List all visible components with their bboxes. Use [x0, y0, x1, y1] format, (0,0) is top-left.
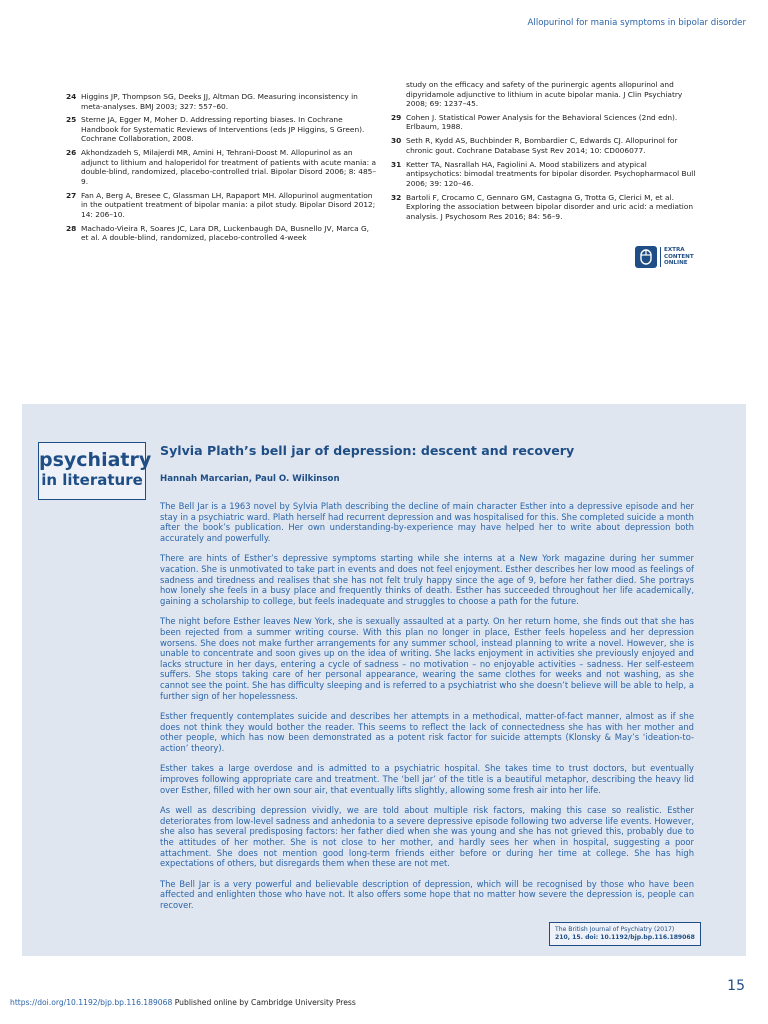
psychiatry-in-literature-label: [38, 442, 152, 500]
article-paragraph: The night before Esther leaves New York, she is sexually assaulted at a party. On her return home, she finds out that she has been rejected from a summer writing course. With this plan no longer in place, Esther feels hopeless and her depression worsens. She does not make further arrangements for any summer school, instead planning to write a novel. However, she is unable to concentrate and soon gives up on the idea of writing. She lacks enjoyment in activities she previously enjoyed and lacks structure in her days, entering a cycle of sadness – no motivation – no enjoyable activities – sadness. Her self-esteem suffers. She stops taking care of her personal appearance, wearing the same clothes for weeks and not washing, as she cannot see the point. She has difficulty sleeping and is referred to a psychiatrist who she doesn’t believe will be able to help, a further sign of her hopelessness.: [160, 616, 694, 701]
page-number: 15: [727, 978, 745, 994]
reference-item: [66, 148, 378, 186]
reference-text: Fan A, Berg A, Bresee C, Glassman LH, Rapaport MH. Allopurinol augmentation in the outpatient treatment of bipolar mania: a pilot study. Bipolar Disord 2012; 14: 206–10.: [81, 190, 376, 219]
reference-item: [391, 113, 703, 132]
citation-box: [549, 922, 701, 946]
reference-text: Higgins JP, Thompson SG, Deeks JJ, Altman DG. Measuring inconsistency in meta-analyses. BMJ 2003; 327: 557–60.: [81, 92, 358, 111]
footer: [10, 998, 356, 1007]
reference-text: Sterne JA, Egger M, Moher D. Addressing reporting biases. In Cochrane Handbook for Systematic Reviews of Interventions (eds JP Higgins, S Green). Cochrane Collaboration, 2008.: [81, 115, 365, 144]
reference-item: [66, 92, 378, 111]
extra-content-label: [660, 247, 694, 266]
reference-text: Machado-Vieira R, Soares JC, Lara DR, Luckenbaugh DA, Busnello JV, Marca G, et al. A double-blind, randomized, placebo-controlled 4-week: [81, 223, 370, 243]
extra-content-line: EXTRA: [664, 247, 685, 254]
article-body: [160, 501, 694, 921]
article-paragraph: The Bell Jar is a very powerful and believable description of depression, which will be recognised by those who have been affected and enlighten those who have not. It also offers some hope that no matter how severe the depression is, people can recover.: [160, 878, 694, 910]
section-label-line1: psychiatry: [39, 449, 152, 471]
reference-number: 28: [66, 223, 77, 233]
reference-number: 29: [391, 112, 402, 122]
references-right-column: [391, 80, 703, 225]
reference-number: 30: [391, 136, 402, 146]
article-paragraph: There are hints of Esther’s depressive symptoms starting while she interns at a New York magazine during her summer vacation. She is unmotivated to take part in events and does not feel enjoyment. Esther describes her low mood as feelings of sadness and tiredness and realises that she has not felt truly happy since the age of 9, before her father died. She portrays how lonely she feels in a busy place and frequently thinks of death. Esther has succeeded throughout her life academically, gaining a scholarship to college, but feels inadequate and struggles to choose a path for the future.: [160, 553, 694, 606]
citation-doi: 210, 15. doi: 10.1192/bjp.bp.116.189068: [555, 934, 695, 941]
article-paragraph: The Bell Jar is a 1963 novel by Sylvia Plath describing the decline of main character Esther into a depressive episode and her stay in a psychiatric ward. Plath herself had recurrent depression and was hospitalised for this. She completed suicide a month after the book’s publication. Her own understanding-by-experience may have helped her to write about depression both accurately and powerfully.: [160, 501, 694, 543]
extra-content-online-badge[interactable]: [635, 245, 700, 269]
reference-continuation: [391, 80, 703, 109]
extra-content-line: ONLINE: [664, 260, 688, 267]
reference-text: Cohen J. Statistical Power Analysis for the Behavioral Sciences (2nd edn). Erlbaum, 1988.: [406, 112, 678, 132]
footer-doi-link[interactable]: https://doi.org/10.1192/bjp.bp.116.189068: [10, 998, 173, 1007]
reference-item: [66, 224, 378, 243]
reference-item: [391, 193, 703, 222]
article-paragraph: Esther frequently contemplates suicide and describes her attempts in a methodical, matter-of-fact manner, almost as if she does not think they would bother the reader. This seems to reflect the lack of connectedness she has with her mother and other people, which has now been demonstrated as a potent risk factor for suicide attempts (Klonsky & May’s ‘ideation-to-action’ theory).: [160, 711, 694, 753]
reference-item: [66, 191, 378, 220]
article-paragraph: Esther takes a large overdose and is admitted to a psychiatric hospital. She takes time to trust doctors, but eventually improves following appropriate care and treatment. The ‘bell jar’ of the title is a beautiful metaphor, describing the heavy lid over Esther, filled with her own sour air, that eventually lifts slightly, allowing some fresh air into her life.: [160, 763, 694, 795]
section-label-line2: in literature: [41, 471, 143, 489]
reference-number: 32: [391, 192, 402, 202]
article-authors: Hannah Marcarian, Paul O. Wilkinson: [160, 474, 340, 484]
reference-item: [66, 115, 378, 144]
psychiatry-in-literature-box: [22, 404, 746, 956]
reference-number: 26: [66, 148, 77, 158]
reference-number: 24: [66, 92, 77, 101]
reference-text: Ketter TA, Nasrallah HA, Fagiolini A. Mood stabilizers and atypical antipsychotics: bimodal treatments for bipolar disorder. Psychopharmacol Bull 2006; 39: 120–46.: [406, 159, 696, 188]
reference-number: 25: [66, 115, 77, 125]
footer-published: Published online by Cambridge University Press: [174, 998, 356, 1007]
reference-text: Bartoli F, Crocamo C, Gennaro GM, Castagna G, Trotta G, Clerici M, et al. Exploring the association between bipolar disorder and uric acid: a mediation analysis. J Psychosom Res 2016; 84: 56–9.: [406, 192, 694, 221]
references-left-column: [66, 92, 378, 247]
citation-journal: The British Journal of Psychiatry (2017): [555, 926, 675, 933]
reference-text: study on the efficacy and safety of the purinergic agents allopurinol and dipyridamole adjunctive to lithium in acute bipolar mania. J Clin Psychiatry 2008; 69: 1237–45.: [406, 80, 683, 108]
article-paragraph: As well as describing depression vividly, we are told about multiple risk factors, making this case so realistic. Esther deteriorates from low-level sadness and anhedonia to a severe depressive episode following two adverse life events. However, she also has several predisposing factors: her father died when she was young and she has not grieved this, probably due to the attitudes of her mother. She is not close to her mother, and hardly sees her when in hospital, suggesting a poor attachment. She does not mention good long-term friends either before or during her time at college. She has high expectations of others, but disregards them when these are not met.: [160, 805, 694, 869]
reference-text: Akhondzadeh S, Milajerdi MR, Amini H, Tehrani-Doost M. Allopurinol as an adjunct to lithium and haloperidol for treatment of patients with acute mania: a double-blind, randomized, placebo-controlled trial. Bipolar Disord 2006; 8: 485–9.: [81, 148, 377, 186]
running-head: Allopurinol for mania symptoms in bipolar disorder: [527, 18, 746, 28]
reference-text: Seth R, Kydd AS, Buchbinder R, Bombardier C, Edwards CJ. Allopurinol for chronic gout. Cochrane Database Syst Rev 2014; 10: CD006077.: [406, 136, 678, 155]
reference-number: 31: [391, 159, 402, 169]
mouse-icon: [635, 246, 657, 268]
extra-content-line: CONTENT: [664, 253, 694, 260]
reference-item: [391, 136, 703, 155]
reference-item: [391, 160, 703, 189]
reference-number: 27: [66, 190, 77, 200]
article-title: Sylvia Plath’s bell jar of depression: descent and recovery: [160, 443, 575, 458]
